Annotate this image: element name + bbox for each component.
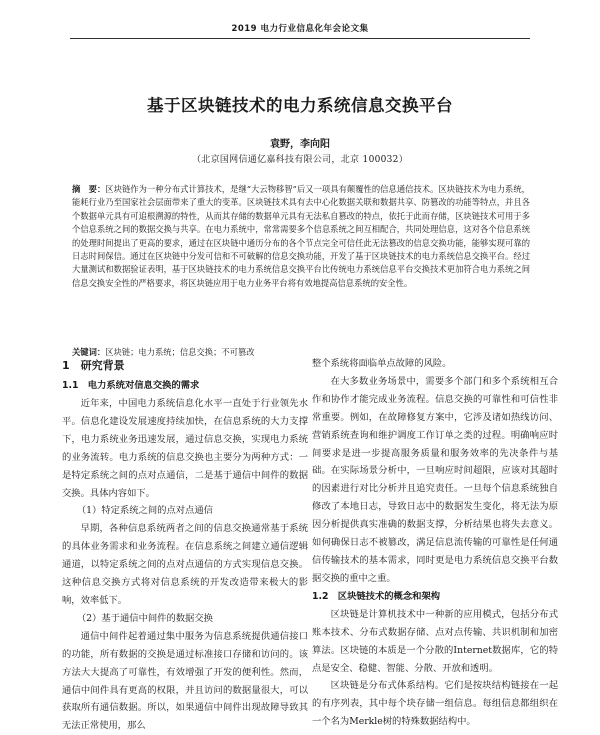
paragraph: 通信中间件起着通过集中服务为信息系统提供通信接口的功能，所有数据的交换是通过标准接口存储和访问的。该方法大大提高了可靠性，有效增强了开发的便利性。然而，通信中间件具有更高的权限，并且访问的数据量很大，可以获取所有通信数据。所以，如果通信中间件出现故障导致其无法正常使用，那么 — [62, 630, 308, 732]
paragraph-continued: 整个系统将面临单点故障的风险。 — [312, 358, 452, 369]
header-divider — [70, 38, 530, 39]
paper-authors: 袁野，李向阳 — [270, 139, 330, 150]
subsection-heading-1-1: 1.1 电力系统对信息交换的需求 — [62, 380, 200, 391]
paragraph: 在大多数业务场景中，需要多个部门和多个系统相互合作和协作才能完成业务流程。信息交换的可靠性和可信性非常重要。例如，在故障修复方案中，它涉及诸如热线访问、营销系统查询和维护调度工作订单之类的过程。明确响应时间要求是进一步提高服务质量和服务效率的先决条件与基础。在实际场景分析中，一旦响应时间超限，应该对其超时的因素进行对比分析并且追究责任。一旦每个信息系统独自修改了本地日志，导致日志中的数据发生变化，将无法为原因分析提供真实准确的数据支撑，分析结果也将失去意义。如何确保日志不被篡改，满足信息流传输的可靠性是任何通信传输技术的基本需求，同时更是电力系统信息交换平台数据交换的重中之重。 — [312, 375, 558, 584]
body-column-left — [62, 355, 308, 735]
body-column-right — [312, 355, 558, 731]
paragraph: 区块链是计算机技术中一种新的应用模式，包括分布式账本技术、分布式数据存储、点对点传输、共识机制和加密算法。区块链的本质是一个分散的Internet数据库，它的特点是安全、稳健、智能、分散、开放和透明。 — [312, 608, 558, 674]
paragraph: 近年来，中国电力系统信息化水平一直处于行业领先水平。信息化建设发展速度持续加快，在信息系统的大力支撑下，电力系统业务迅速发展，通过信息交换，实现电力系统的业务流转。电力系统的信息交换也主要分为两种方式：一是特定系统之间的点对点通信，二是基于通信中间件的数据交换。具体内容如下。 — [62, 398, 308, 499]
list-item-2: （2）基于通信中间件的数据交换 — [76, 612, 213, 624]
paper-title: 基于区块链技术的电力系统信息交换平台 — [147, 96, 453, 115]
abstract-text: 区块链作为一种分布式计算技术，是继“大云物移智”后又一项具有颠覆性的信息通信技术。区块链技术为电力系统，能耗行业乃至国家社会层面带来了重大的变革。区块链技术具有去中心化数据关联和数据共享、防篡改的功能等特点，并且各个数据单元具有可追根溯源的特性，从而其存储的数据单元具有无法私自篡改的特点，依托于此而存储，区块链技术可用于多个信息系统之间的数据交换与共享。在电力系统中，常常需要多个信息系统之间互相配合，共同处理信息，这对各个信息系统的处理时间提出了更高的要求，通过在区块链中通历分布的各个节点完全可信任此无法篡改的信息交换功能，能够实现可靠的日志时间保信。通过在区块链中分发可信和不可破解的信息交换功能，开发了基于区块链技术的电力系统信息交换平台。经过大量测试和数据验证表明，基于区块链技术的电力系统信息交换平台比传统电力系统信息平台交换技术更加符合电力系统之间信息交换安全性的严格要求，将区块链应用于电力业务平台将有效地提高信息系统的安全性。 — [72, 184, 530, 288]
section-heading-1: 1 研究背景 — [62, 359, 125, 372]
running-header: 2019 电力行业信息化年会论文集 — [231, 24, 369, 34]
abstract — [72, 183, 530, 290]
list-item-1: （1）特定系统之间的点对点通信 — [76, 505, 213, 517]
keywords-label: 关键词： — [72, 347, 106, 357]
paragraph: 早期，各种信息系统两者之间的信息交换通常基于系统的具体业务需求和业务流程。在信息系统之间建立通信逻辑通道，以特定系统之间的点对点通信的方式实现信息交换。这种信息交换方式将对信息系统的开发改造带来极大的影响，效率低下。 — [62, 523, 308, 606]
subsection-heading-1-2: 1.2 区块链技术的概念和架构 — [312, 590, 441, 602]
keywords-text: 区块链；电力系统；信息交换；不可篡改 — [105, 347, 255, 357]
paragraph: 区块链是分布式体系结构。它们是按块结构链接在一起的有序列表，其中每个块存储一组信息。每组信息都组织在一个名为Merkle树的特殊数据结构中。 — [312, 680, 558, 728]
paper-affiliation: （北京国网信通亿嘉科技有限公司，北京 100032） — [191, 155, 409, 165]
abstract-label: 摘 要： — [72, 184, 106, 194]
